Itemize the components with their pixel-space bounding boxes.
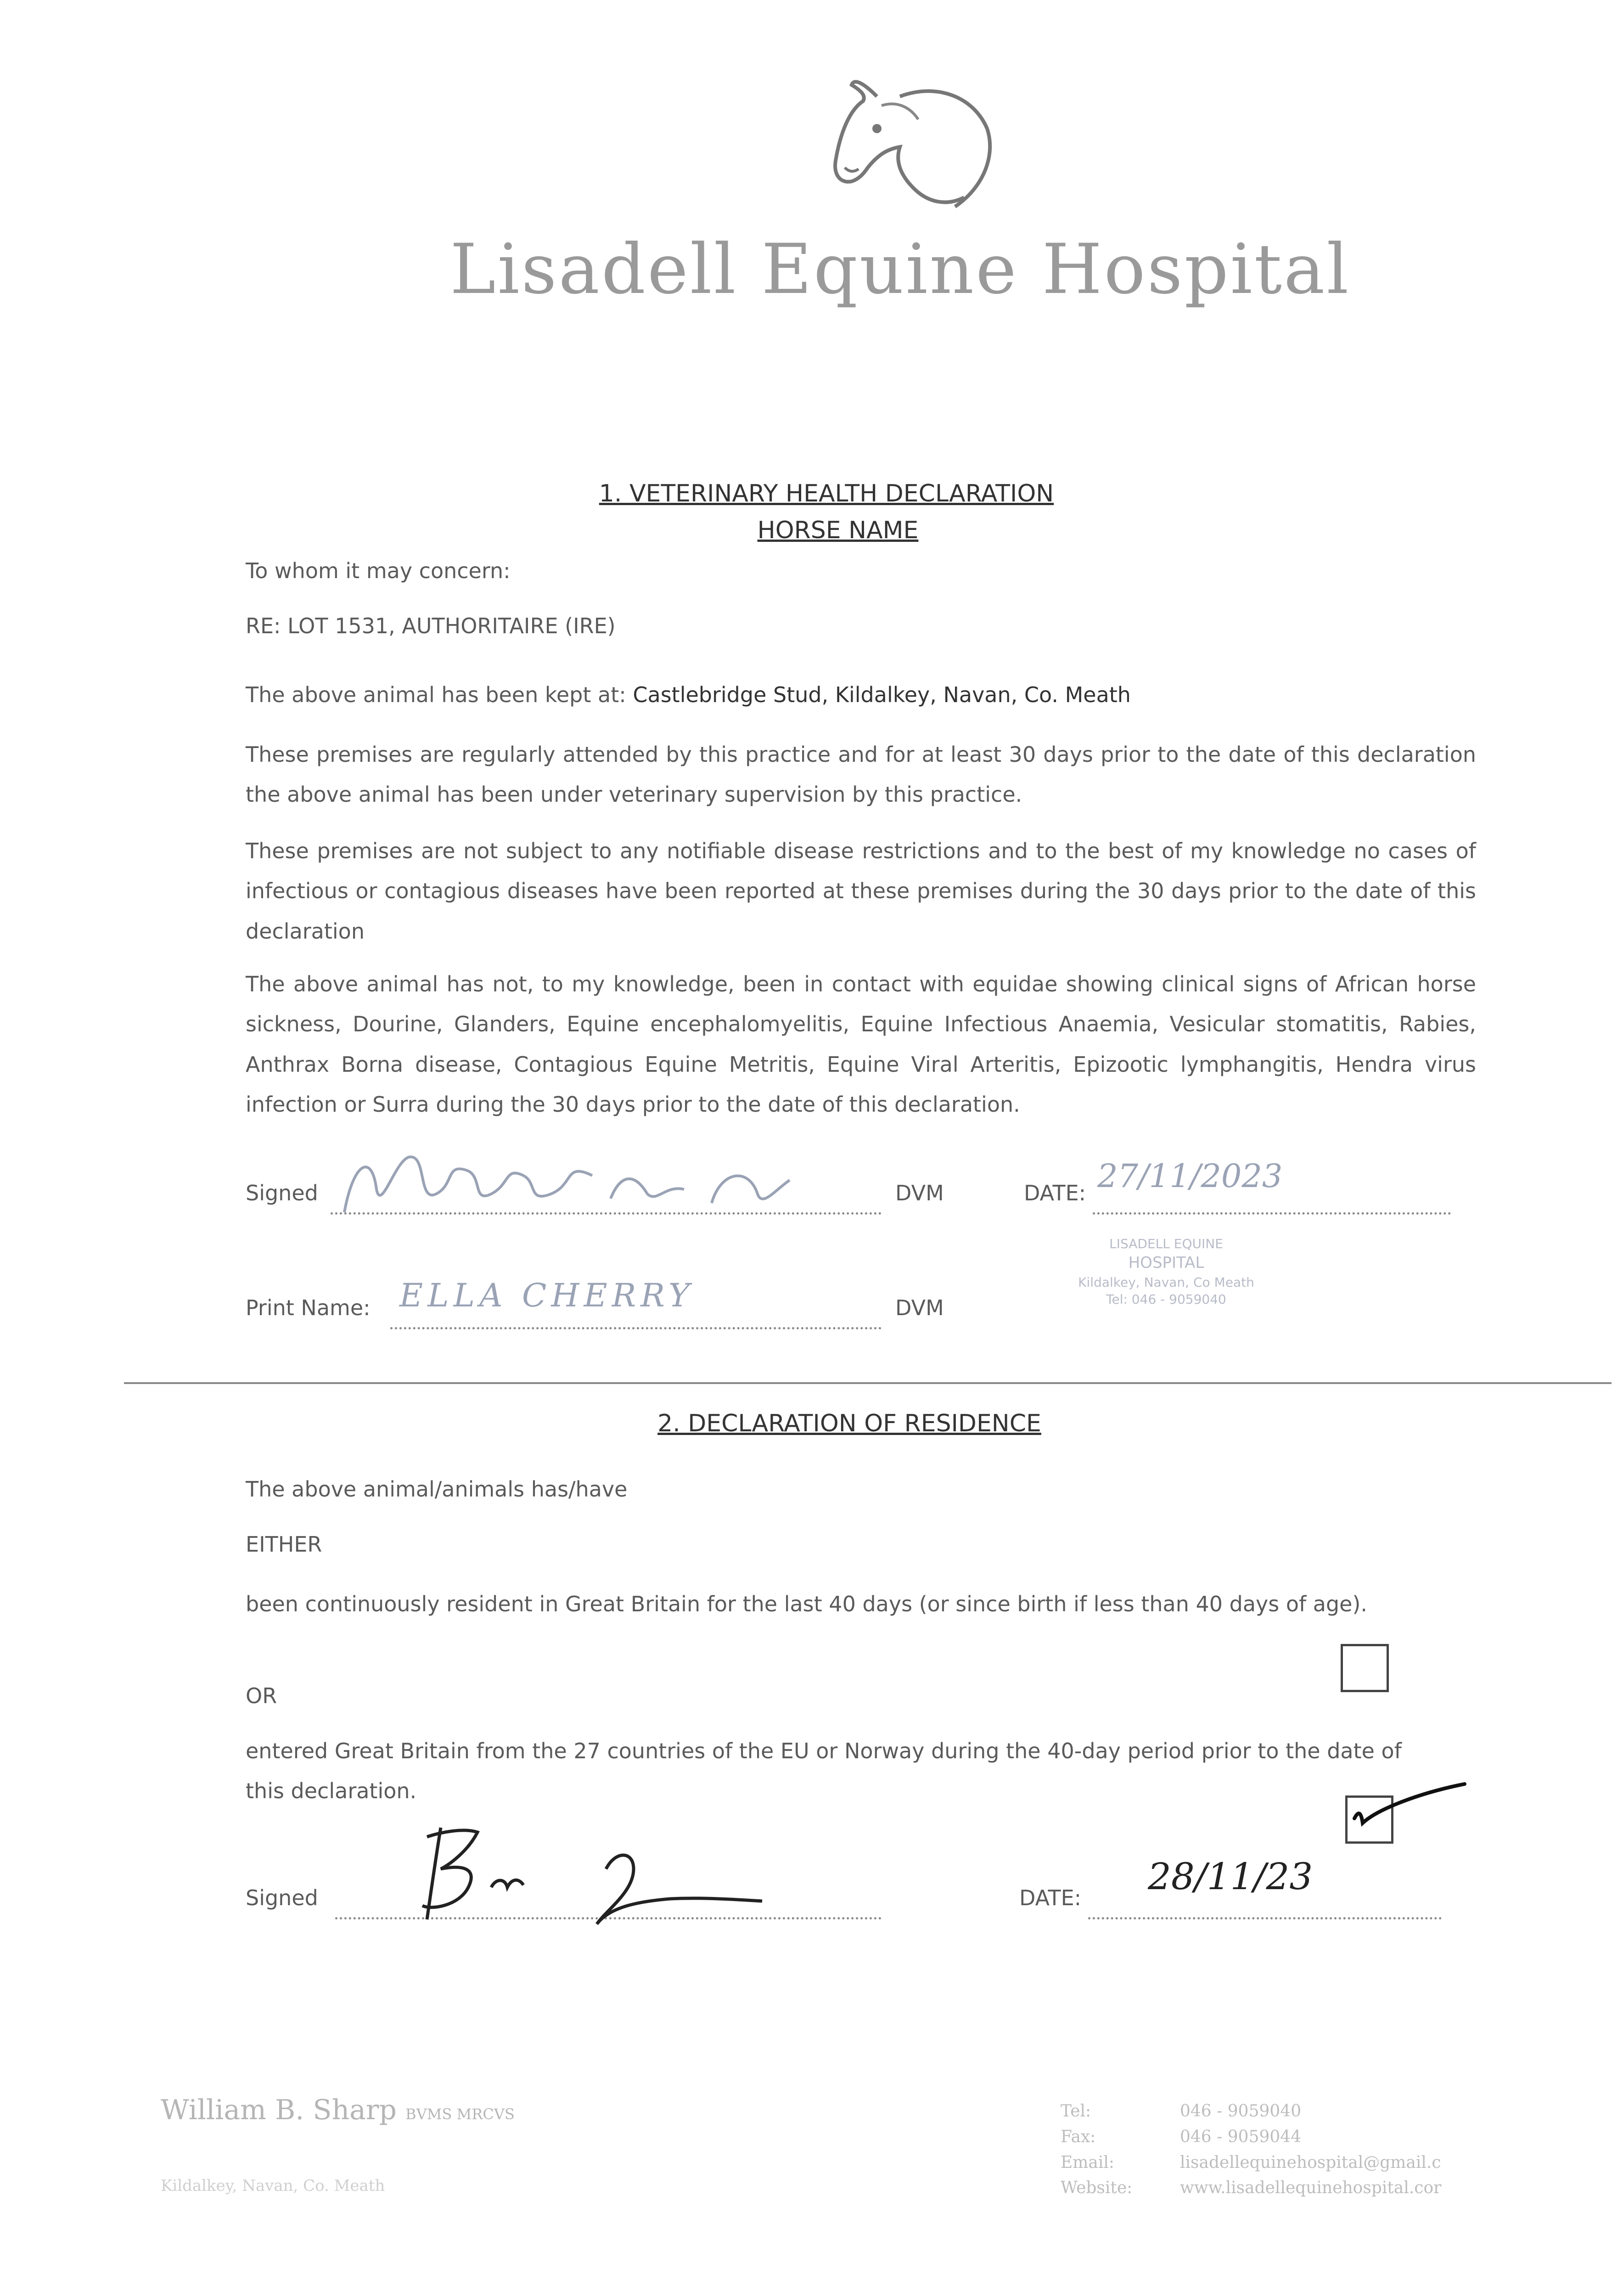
date-line-1 bbox=[1093, 1212, 1451, 1215]
section1-subheading: HORSE NAME bbox=[757, 517, 919, 544]
website-label: Website: bbox=[1061, 2178, 1133, 2198]
contact-website bbox=[1061, 2175, 1441, 2201]
print-name-value: ELLA CHERRY bbox=[399, 1277, 695, 1314]
fax-label: Fax: bbox=[1061, 2127, 1096, 2146]
date-label-2: DATE: bbox=[1019, 1885, 1082, 1910]
stamp-line: HOSPITAL bbox=[1128, 1253, 1204, 1272]
email-label: Email: bbox=[1061, 2153, 1115, 2172]
paragraph-contact: The above animal has not, to my knowledge, been in contact with equidae showing clinical signs of African horse sickness, Dourine, Glanders, Equine encephalomyelitis, Equine Infectious Anaemia, Vesicular stomatitis, Rabies, Anthrax Borna disease, Contagious Equine Metritis, Equine Viral Arteritis, Epizootic lymphangitis, Hendra virus infection or Surra during the 30 days prior to the date of this declaration. bbox=[246, 972, 1476, 1117]
kept-at-line bbox=[246, 675, 1485, 715]
tel-label: Tel: bbox=[1061, 2102, 1091, 2121]
stamp-line: Tel: 046 - 9059040 bbox=[1106, 1292, 1226, 1307]
date-value-2: 28/11/23 bbox=[1148, 1855, 1313, 1898]
section-divider bbox=[124, 1382, 1612, 1384]
date-value-1: 27/11/2023 bbox=[1097, 1157, 1283, 1195]
owner-signature bbox=[413, 1818, 781, 1938]
re-line: RE: LOT 1531, AUTHORITAIRE (IRE) bbox=[246, 613, 616, 638]
salutation: To whom it may concern: bbox=[246, 558, 511, 583]
dvm-label-2: DVM bbox=[895, 1295, 944, 1320]
contact-email bbox=[1061, 2150, 1441, 2176]
stamp-line: Kildalkey, Navan, Co Meath bbox=[1078, 1274, 1254, 1290]
kept-at-location: Castlebridge Stud, Kildalkey, Navan, Co. Meath bbox=[633, 682, 1131, 707]
kept-at-prefix: The above animal has been kept at: bbox=[246, 682, 633, 707]
contact-tel bbox=[1061, 2099, 1441, 2124]
tel-value: 046 - 9059040 bbox=[1180, 2102, 1302, 2121]
contact-fax bbox=[1061, 2124, 1441, 2150]
paragraph-supervision: These premises are regularly attended by this practice and for at least 30 days prior to the date of this declaration the above animal has been under veterinary supervision by this practice. bbox=[246, 742, 1476, 807]
dvm-label-1: DVM bbox=[895, 1181, 944, 1205]
horse-head-icon bbox=[808, 69, 1001, 220]
checkmark-icon bbox=[1350, 1782, 1469, 1837]
hospital-logo bbox=[808, 69, 1001, 220]
footer-contacts bbox=[1061, 2099, 1441, 2201]
or-label: OR bbox=[246, 1683, 277, 1708]
print-name-line bbox=[390, 1327, 882, 1329]
signed-label-2: Signed bbox=[246, 1885, 318, 1910]
residence-intro: The above animal/animals has/have bbox=[246, 1477, 628, 1502]
footer-address: Kildalkey, Navan, Co. Meath bbox=[161, 2177, 385, 2195]
print-name-label: Print Name: bbox=[246, 1295, 371, 1320]
signed-label-1: Signed bbox=[246, 1181, 318, 1205]
option1-text: been continuously resident in Great Britain for the last 40 days (or since birth if less than 40 days of age). bbox=[246, 1592, 1368, 1616]
vet-signature-1 bbox=[335, 1134, 886, 1226]
website-value: www.lisadellequinehospital.cor bbox=[1180, 2178, 1442, 2198]
practice-stamp bbox=[1047, 1235, 1286, 1308]
option2-text: entered Great Britain from the 27 countries of the EU or Norway during the 40-day period prior to the date of this declaration. bbox=[246, 1739, 1402, 1804]
footer-vet bbox=[161, 2094, 515, 2126]
section2-heading: 2. DECLARATION OF RESIDENCE bbox=[657, 1410, 1041, 1437]
stamp-line: LISADELL EQUINE bbox=[1109, 1236, 1223, 1251]
vet-qualifications: BVMS MRCVS bbox=[405, 2105, 515, 2123]
hospital-name: Lisadell Equine Hospital bbox=[450, 230, 1351, 310]
date-label-1: DATE: bbox=[1024, 1181, 1086, 1205]
paragraph-restrictions: These premises are not subject to any notifiable disease restrictions and to the best of my knowledge no cases of infectious or contagious diseases have been reported at these premises during the 30 days prior to the date of this declaration bbox=[246, 838, 1476, 944]
date-line-2 bbox=[1088, 1917, 1442, 1919]
email-value: lisadellequinehospital@gmail.c bbox=[1180, 2153, 1441, 2172]
either-label: EITHER bbox=[246, 1532, 322, 1557]
fax-value: 046 - 9059044 bbox=[1180, 2127, 1302, 2146]
option1-checkbox[interactable] bbox=[1341, 1644, 1389, 1692]
section1-heading: 1. VETERINARY HEALTH DECLARATION bbox=[599, 480, 1054, 507]
vet-name: William B. Sharp bbox=[161, 2094, 397, 2126]
